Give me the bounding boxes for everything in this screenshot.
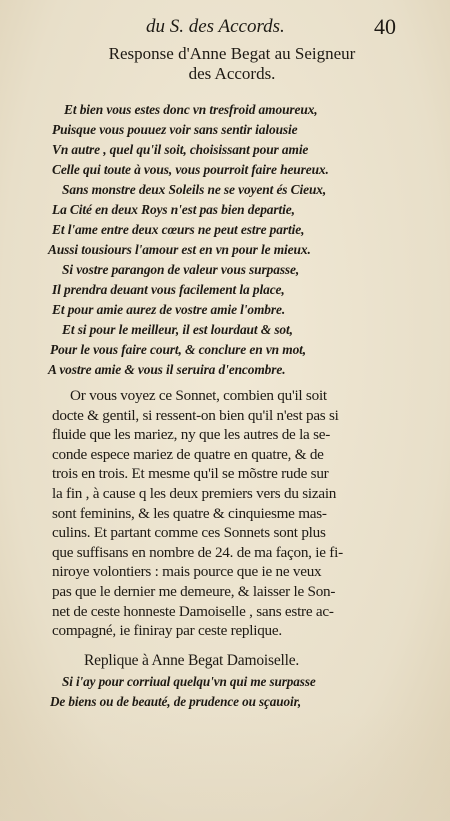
prose-line: niroye volontiers : mais pource que ie ne veux <box>52 563 322 581</box>
sonnet-line: Puisque vous pouuez voir sans sentir ialousie <box>52 122 298 137</box>
reply-heading: Replique à Anne Begat Damoiselle. <box>84 652 300 669</box>
poem-heading <box>60 44 404 84</box>
prose-line: fluide que les mariez, ny que les autres de la se- <box>52 426 331 444</box>
running-head <box>0 14 450 42</box>
prose-line: conde espece mariez de quatre en quatre, & de <box>52 445 324 463</box>
sonnet-line: La Cité en deux Roys n'est pas bien departie, <box>52 202 295 217</box>
sonnet-line: Et si pour le meilleur, il est lourdaut & sot, <box>62 322 293 337</box>
sonnet-line: Et bien vous estes donc vn tresfroid amoureux, <box>64 102 318 117</box>
reply-line: De biens ou de beauté, de prudence ou sçauoir, <box>50 694 302 709</box>
sonnet-line: Sans monstre deux Soleils ne se voyent és Cieux, <box>62 182 327 197</box>
prose-line: compagné, ie finiray par ceste replique. <box>52 622 282 640</box>
prose-line: culins. Et partant comme ces Sonnets sont plus <box>52 524 326 542</box>
sonnet-line: Aussi tousiours l'amour est en vn pour le mieux. <box>48 242 311 257</box>
prose-paragraph <box>52 386 404 641</box>
running-title: du S. des Accords. <box>146 16 285 37</box>
sonnet-line: Pour le vous faire court, & conclure en vn mot, <box>50 342 307 357</box>
prose-line: Or vous voyez ce Sonnet, combien qu'il soit <box>70 387 327 404</box>
page-number: 40 <box>374 14 396 39</box>
prose-line: sont feminins, & les quatre & cinquiesme mas- <box>52 504 327 522</box>
reply-line: Si i'ay pour corriual quelqu'vn qui me surpasse <box>62 674 316 689</box>
sonnet-line: Celle qui toute à vous, vous pourroit faire heureux. <box>52 162 329 177</box>
prose-line: trois en trois. Et mesme qu'il se mõstre rude sur <box>52 465 329 483</box>
poem-heading-line-2: des Accords. <box>188 64 276 83</box>
sonnet-line: Et l'ame entre deux cœurs ne peut estre partie, <box>52 222 305 237</box>
poem-heading-line-1: Response d'Anne Begat au Seigneur <box>108 44 356 63</box>
prose-line: docte & gentil, si ressent-on bien qu'il n'est pas si <box>52 406 339 424</box>
prose-line: pas que le dernier me demeure, & laisser le Son- <box>52 582 336 600</box>
prose-line: que suffisans en nombre de 24. de ma façon, ie fi- <box>52 543 343 561</box>
prose-line: la fin , à cause q les deux premiers vers du sizain <box>52 484 337 502</box>
sonnet-line: Vn autre , quel qu'il soit, choisissant pour amie <box>52 142 309 157</box>
sonnet-line: Il prendra deuant vous facilement la place, <box>52 282 285 297</box>
sonnet-line: Si vostre parangon de valeur vous surpasse, <box>62 262 300 277</box>
sonnet-line: A vostre amie & vous il seruira d'encombre. <box>48 362 286 377</box>
sonnet-line: Et pour amie aurez de vostre amie l'ombre. <box>52 302 286 317</box>
prose-line: net de ceste honneste Damoiselle , sans estre ac- <box>52 602 334 620</box>
page-bottom-shade <box>0 711 450 821</box>
